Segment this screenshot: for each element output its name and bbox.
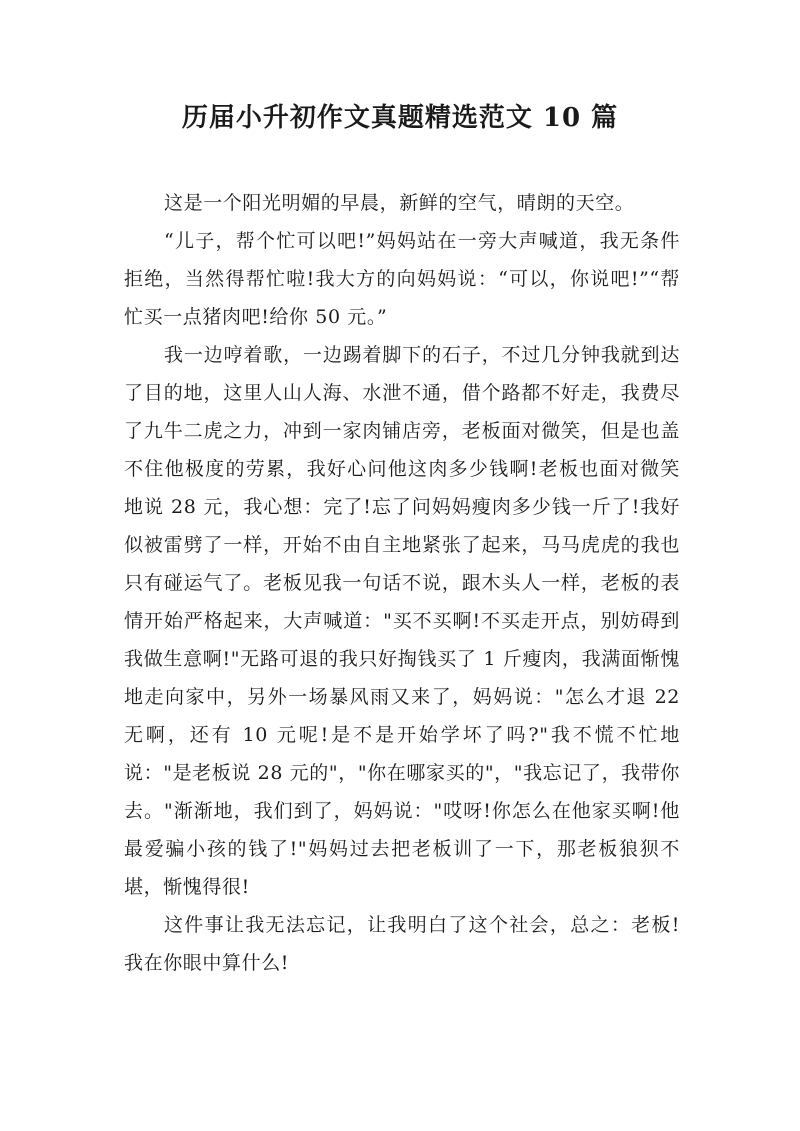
article-body: [124, 184, 680, 982]
paragraph-1: 这是一个阳光明媚的早晨，新鲜的空气，晴朗的天空。: [164, 192, 635, 214]
paragraph-4: 这件事让我无法忘记，让我明白了这个社会，总之：老板!我在你眼中算什么!: [124, 914, 680, 974]
paragraph-2: “儿子，帮个忙可以吧!”妈妈站在一旁大声喊道，我无条件拒绝，当然得帮忙啦!我大方的向妈妈说：“可以，你说吧!”“帮忙买一点猪肉吧!给你 50 元。”: [124, 230, 680, 328]
paragraph-3: 我一边哼着歌，一边踢着脚下的石子，不过几分钟我就到达了目的地，这里人山人海、水泄不通，借个路都不好走，我费尽了九牛二虎之力，冲到一家肉铺店旁，老板面对微笑，但是也盖不住他极度的劳累，我好心问他这肉多少钱啊!老板也面对微笑地说 28 元，我心想：完了!忘了问妈妈瘦肉多少钱一斤了!我好似被雷劈了一样，开始不由自主地紧张了起来，马马虎虎的我也只有碰运气了。老板见我一句话不说，跟木头人一样，老板的表情开始严格起来，大声喊道："买不买啊!不买走开点，别妨碍到我做生意啊!"无路可退的我只好掏钱买了 1 斤瘦肉，我满面惭愧地走向家中，另外一场暴风雨又来了，妈妈说："怎么才退 22 无啊，还有 10 元呢!是不是开始学坏了吗?"我不慌不忙地说："是老板说 28 元的"，"你在哪家买的"，"我忘记了，我带你去。"渐渐地，我们到了，妈妈说："哎呀!你怎么在他家买啊!他最爱骗小孩的钱了!"妈妈过去把老板训了一下，那老板狼狈不堪，惭愧得很!: [124, 344, 680, 898]
page-title: 历届小升初作文真题精选范文 10 篇: [181, 103, 619, 133]
